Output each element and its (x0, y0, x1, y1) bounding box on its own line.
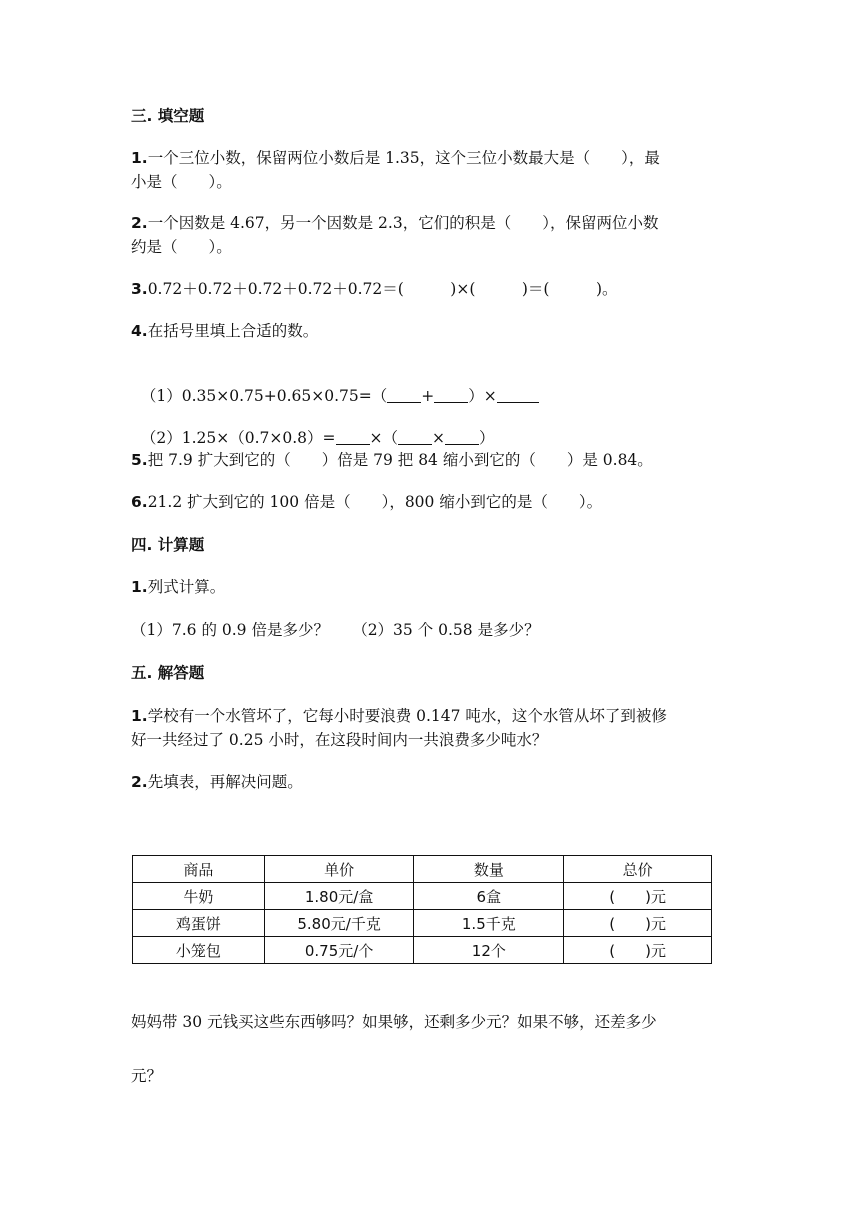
question-text: 学校有一个水管坏了，它每小时要浪费 0.147 吨水，这个水管从坏了到被修 (147, 707, 667, 725)
question-5-1-line-1 (131, 706, 667, 726)
table-row (133, 883, 712, 910)
table-cell[interactable]: ( )元 (564, 937, 712, 964)
answer-blank[interactable] (434, 388, 468, 403)
question-text: 0.72＋0.72＋0.72＋0.72＋0.72＝( )×( )＝( )。 (147, 280, 618, 298)
question-number: 1. (131, 149, 148, 167)
question-number: 3. (131, 280, 148, 298)
question-number: 5. (131, 451, 148, 469)
question-text: 一个因数是 4.67，另一个因数是 2.3，它们的积是（ ），保留两位小数 (147, 214, 659, 232)
table-cell: 6盒 (414, 883, 564, 910)
section-heading-answer: 五. 解答题 (131, 664, 205, 682)
question-text: 先填表，再解决问题。 (147, 773, 303, 791)
sub-text: × (432, 429, 445, 447)
section-heading-calculation: 四. 计算题 (131, 536, 205, 554)
question-3-3 (131, 279, 618, 299)
answer-blank[interactable] (336, 430, 370, 445)
question-text: 21.2 扩大到它的 100 倍是（ ），800 缩小到它的是（ ）。 (147, 493, 603, 511)
table-cell: 12个 (414, 937, 564, 964)
question-text: 列式计算。 (147, 578, 226, 596)
sub-text: （2）1.25×（0.7×0.8）= (140, 429, 336, 447)
table-header: 单价 (264, 856, 414, 883)
answer-blank[interactable] (497, 388, 539, 403)
question-4-1 (131, 577, 225, 597)
table-cell: 小笼包 (133, 937, 265, 964)
question-3-1-line-2: 小是（ ）。 (131, 173, 232, 191)
question-3-6 (131, 492, 602, 512)
question-3-4-sub-2 (131, 408, 495, 448)
table-cell: 牛奶 (133, 883, 265, 910)
table-cell: 1.80元/盒 (264, 883, 414, 910)
table-cell: 5.80元/千克 (264, 910, 414, 937)
sub-text: ×（ (369, 429, 398, 447)
sub-text: ）× (468, 387, 497, 405)
question-number: 2. (131, 214, 148, 232)
table-row (133, 910, 712, 937)
section-heading-fill-blank: 三. 填空题 (131, 107, 205, 125)
sub-text: （1）0.35×0.75+0.65×0.75=（ (140, 387, 388, 405)
question-3-2-line-1 (131, 213, 658, 233)
table-cell[interactable]: ( )元 (564, 910, 712, 937)
table-cell: 1.5千克 (414, 910, 564, 937)
question-3-1-line-1 (131, 148, 660, 168)
question-number: 1. (131, 707, 148, 725)
question-4-1-sub: （1）7.6 的 0.9 倍是多少？ （2）35 个 0.58 是多少？ (131, 621, 540, 639)
table-cell: 0.75元/个 (264, 937, 414, 964)
closing-question-line-1: 妈妈带 30 元钱买这些东西够吗？如果够，还剩多少元？如果不够，还差多少 (131, 1013, 657, 1031)
answer-blank[interactable] (387, 388, 421, 403)
table-row (133, 937, 712, 964)
question-text: 把 7.9 扩大到它的（ ）倍是 79 把 84 缩小到它的（ ）是 0.84。 (147, 451, 653, 469)
question-text: 一个三位小数，保留两位小数后是 1.35，这个三位小数最大是（ ），最 (147, 149, 660, 167)
question-5-1-line-2: 好一共经过了 0.25 小时，在这段时间内一共浪费多少吨水？ (131, 731, 548, 749)
question-number: 2. (131, 773, 148, 791)
price-table (132, 855, 712, 964)
question-number: 4. (131, 322, 148, 340)
question-5-2 (131, 772, 303, 792)
table-cell[interactable]: ( )元 (564, 883, 712, 910)
answer-blank[interactable] (445, 430, 479, 445)
question-3-4 (131, 321, 318, 341)
question-3-5 (131, 450, 653, 470)
table-header: 数量 (414, 856, 564, 883)
question-number: 6. (131, 493, 148, 511)
question-number: 1. (131, 578, 148, 596)
table-header: 总价 (564, 856, 712, 883)
table-cell: 鸡蛋饼 (133, 910, 265, 937)
table-header-row (133, 856, 712, 883)
question-3-2-line-2: 约是（ ）。 (131, 238, 232, 256)
sub-text: ） (479, 429, 495, 447)
question-text: 在括号里填上合适的数。 (147, 322, 319, 340)
answer-blank[interactable] (398, 430, 432, 445)
closing-question-line-2: 元？ (131, 1067, 163, 1085)
question-3-4-sub-1 (131, 366, 539, 406)
sub-text: + (421, 387, 435, 405)
table-header: 商品 (133, 856, 265, 883)
